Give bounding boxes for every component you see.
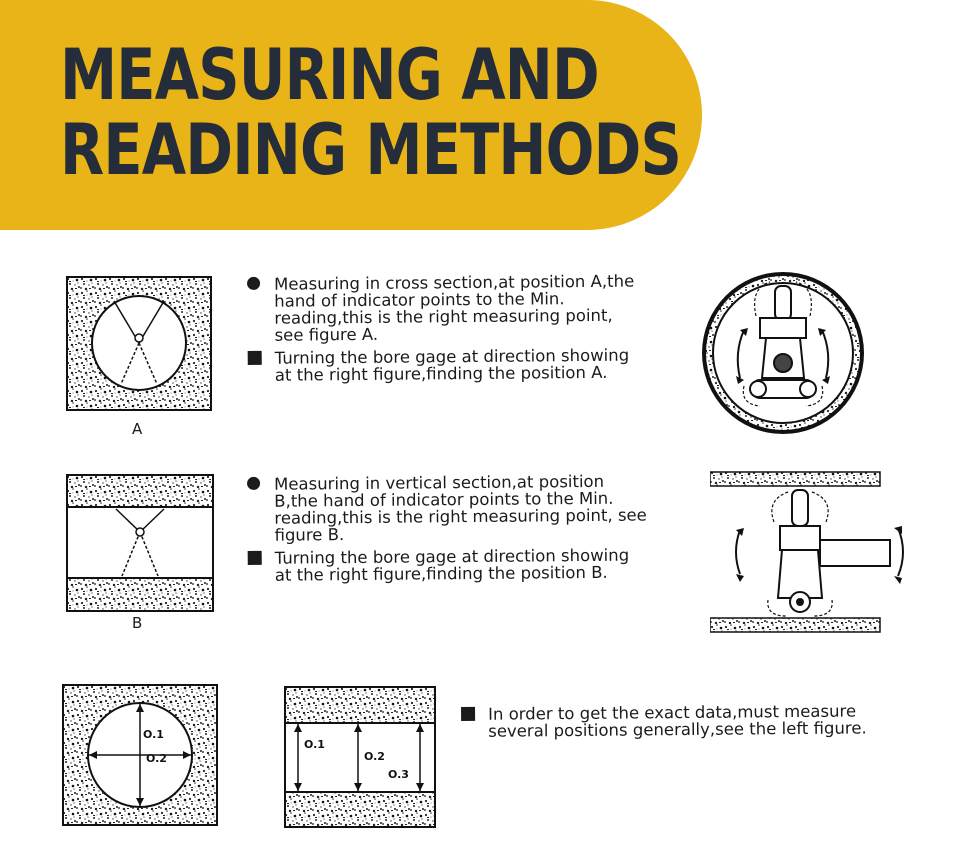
section-a-item-2 [245,346,647,384]
section-a-item-1 [244,272,647,344]
figure-b-vertical-section [66,474,214,612]
section-b-item-2-text: Turning the bore gage at direction showing at the right figure,finding the position B. [274,545,630,585]
section-c-item-1-text: In order to get the exact data,must measure several positions generally,see the left figure. [487,701,867,741]
title-line-1: MEASURING AND [60,34,599,116]
figure-a-caption: A [132,420,143,438]
page-title [60,34,681,191]
circle-label-o2: O.2 [146,752,167,765]
title-banner [0,0,702,230]
figure-b-caption: B [132,614,143,632]
section-c-item-1 [458,702,882,740]
rect-label-o2: O.2 [364,750,385,763]
section-a-item-2-text: Turning the bore gage at direction showing at the right figure,finding the position A. [274,345,630,385]
section-c-text [458,702,882,746]
section-b-text [244,472,649,590]
section-a-item-1-text: Measuring in cross section,at position A,the hand of indicator points to the Min. reading,this is the right measuring point, see figure A. [273,271,635,345]
circle-label-o1: O.1 [143,728,164,741]
figure-c-circle-positions [62,684,218,826]
title-line-2: READING METHODS [60,109,681,191]
bullet-square-icon [461,707,475,721]
section-b-item-1-text: Measuring in vertical section,at position B,the hand of indicator points to the Min. reading,this is the right measuring point, see figure B. [273,471,647,545]
section-b-item-2 [245,546,649,584]
section-b-item-1 [244,472,649,544]
figure-a-cross-section [66,276,212,411]
section-a-text [244,272,647,390]
bullet-dot-icon [247,477,260,490]
bullet-square-icon [248,551,262,565]
bore-gage-rotation-figure-b [710,470,910,634]
bullet-dot-icon [247,277,260,290]
rect-label-o1: O.1 [304,738,325,751]
figure-c-rect-positions [284,686,436,828]
bullet-square-icon [248,351,262,365]
bore-gage-rotation-figure-a [700,268,866,438]
rect-label-o3: O.3 [388,768,409,781]
